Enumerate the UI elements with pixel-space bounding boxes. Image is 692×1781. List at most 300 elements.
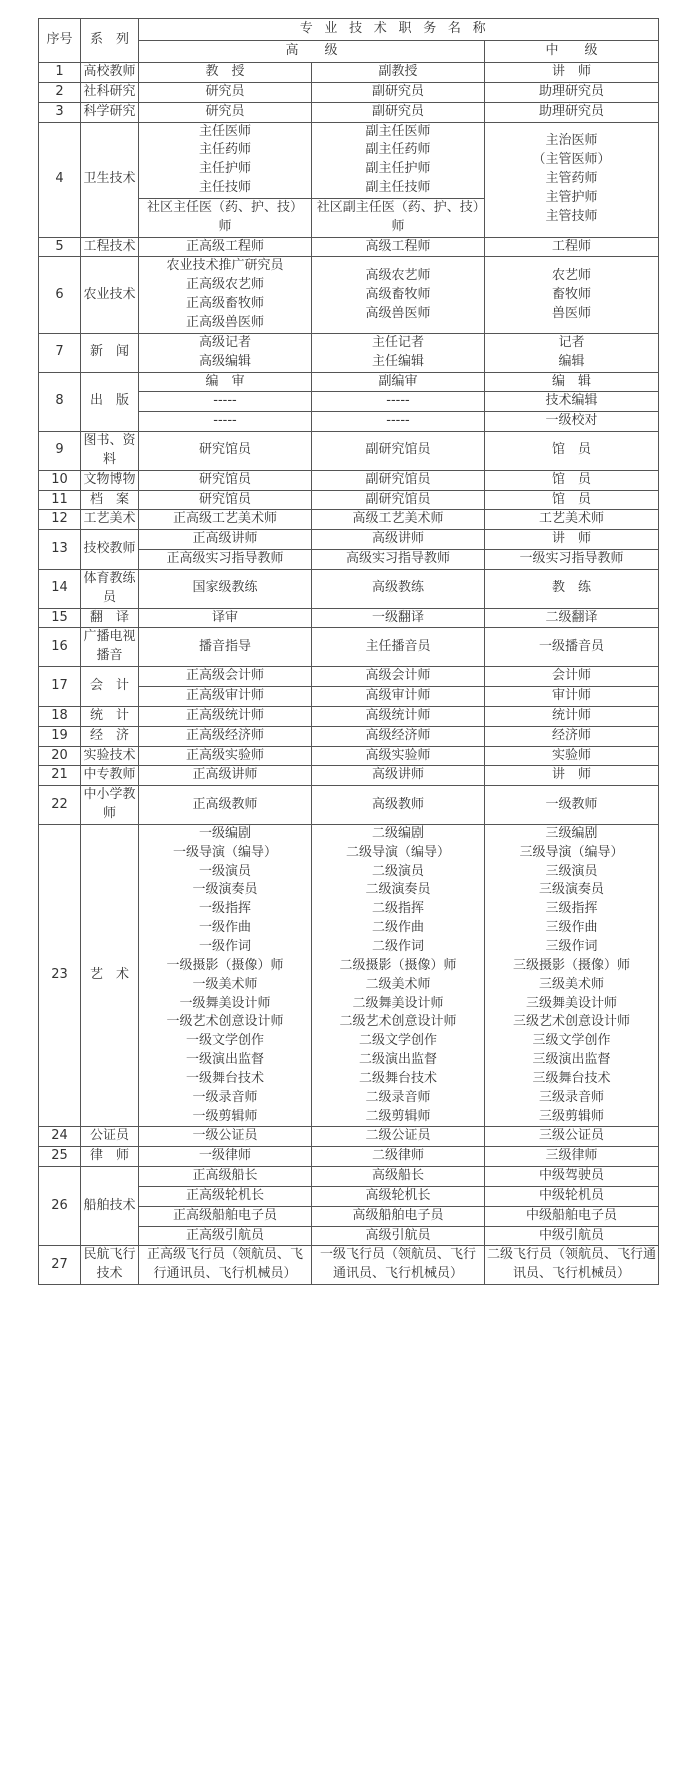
row-number: 4 bbox=[39, 122, 81, 237]
vice-senior-title-cell bbox=[312, 470, 485, 490]
senior-title-cell bbox=[139, 257, 312, 333]
vice-senior-title-cell-text: 二级舞台技术 bbox=[358, 1070, 437, 1086]
series-name: 技校教师 bbox=[81, 530, 139, 570]
series-name: 出 版 bbox=[81, 372, 139, 432]
vice-senior-title-cell bbox=[312, 786, 485, 825]
vice-senior-title-cell-text: 副研究馆员 bbox=[365, 471, 431, 487]
senior-title-cell bbox=[139, 1186, 312, 1206]
row-number: 16 bbox=[39, 628, 81, 667]
mid-title-cell-text: 二级翻译 bbox=[545, 609, 598, 625]
mid-title-cell-text: 一级播音员 bbox=[539, 638, 605, 654]
vice-senior-title-cell-text: 高级引航员 bbox=[365, 1227, 431, 1243]
senior-title-cell-text: 一级演员 bbox=[198, 863, 251, 879]
vice-senior-title-cell bbox=[312, 608, 485, 628]
mid-title-cell-text: 三级演员 bbox=[545, 863, 598, 879]
mid-title-cell bbox=[485, 490, 659, 510]
senior-title-cell-text: 高级编辑 bbox=[198, 353, 251, 369]
vice-senior-title-cell bbox=[312, 412, 485, 432]
senior-title-cell bbox=[139, 372, 312, 392]
mid-title-cell bbox=[485, 372, 659, 392]
series-name: 公证员 bbox=[81, 1127, 139, 1147]
mid-title-cell-text: 三级编剧 bbox=[545, 825, 598, 841]
vice-senior-title-cell-text: 副主任药师 bbox=[365, 142, 431, 158]
senior-title-cell bbox=[139, 237, 312, 257]
table-row bbox=[39, 63, 659, 83]
vice-senior-title-cell-text: 高级审计师 bbox=[365, 688, 431, 703]
vice-senior-title-cell-text: 二级导演（编导） bbox=[345, 844, 450, 860]
vice-senior-title-cell-text: 二级摄影（摄像）师 bbox=[339, 957, 457, 973]
table-row bbox=[39, 122, 659, 198]
mid-title-cell-text: 教 练 bbox=[552, 580, 592, 596]
table-body bbox=[39, 19, 659, 1285]
table-row bbox=[39, 530, 659, 550]
vice-senior-title-cell-text: 高级统计师 bbox=[365, 707, 431, 723]
senior-title-cell-text: ----- bbox=[213, 413, 237, 429]
senior-title-cell-text: 一级演出监督 bbox=[185, 1052, 264, 1068]
mid-title-cell-text: 畜牧师 bbox=[552, 286, 592, 302]
mid-title-cell-text: 讲 师 bbox=[552, 64, 592, 79]
senior-title-cell bbox=[139, 569, 312, 608]
series-name: 图书、资料 bbox=[81, 432, 139, 471]
senior-title-cell bbox=[139, 1147, 312, 1167]
vice-senior-title-cell bbox=[312, 824, 485, 1127]
mid-title-cell bbox=[485, 667, 659, 687]
series-name: 统 计 bbox=[81, 706, 139, 726]
mid-title-cell bbox=[485, 102, 659, 122]
vice-senior-title-cell bbox=[312, 122, 485, 198]
table-row bbox=[39, 432, 659, 471]
senior-title-cell-text: 研究馆员 bbox=[198, 442, 251, 458]
mid-title-cell bbox=[485, 706, 659, 726]
mid-title-cell-text: 工艺美术师 bbox=[539, 511, 605, 527]
senior-title-cell-text: 一级剪辑师 bbox=[192, 1108, 258, 1124]
senior-title-cell bbox=[139, 667, 312, 687]
row-number: 11 bbox=[39, 490, 81, 510]
mid-title-cell-text: 中级船舶电子员 bbox=[526, 1207, 618, 1223]
senior-title-cell bbox=[139, 824, 312, 1127]
vice-senior-title-cell-text: 高级实习指导教师 bbox=[345, 551, 450, 567]
vice-senior-title-cell-text: 二级艺术创意设计师 bbox=[339, 1014, 457, 1030]
senior-title-cell bbox=[139, 550, 312, 570]
vice-senior-title-cell bbox=[312, 237, 485, 257]
table-row bbox=[39, 824, 659, 1127]
mid-title-cell bbox=[485, 786, 659, 825]
vice-senior-title-cell bbox=[312, 333, 485, 372]
mid-title-cell bbox=[485, 726, 659, 746]
vice-senior-title-cell-text: 副主任护师 bbox=[365, 161, 431, 177]
table-row bbox=[39, 1147, 659, 1167]
mid-title-cell-text: 三级摄影（摄像）师 bbox=[513, 957, 631, 973]
vice-senior-title-cell-text: 二级编剧 bbox=[371, 825, 424, 841]
mid-title-cell-text: 记者 bbox=[558, 334, 585, 350]
vice-senior-title-cell-text: 高级讲师 bbox=[371, 767, 424, 783]
mid-title-cell bbox=[485, 333, 659, 372]
mid-title-cell-text: 工程师 bbox=[552, 238, 592, 254]
senior-title-cell bbox=[139, 470, 312, 490]
vice-senior-title-cell-text: 二级作词 bbox=[371, 938, 424, 954]
senior-title-cell-text: 正高级讲师 bbox=[192, 531, 258, 547]
vice-senior-title-cell-text: 高级实验师 bbox=[365, 747, 431, 763]
senior-title-cell bbox=[139, 746, 312, 766]
table-row bbox=[39, 102, 659, 122]
senior-title-cell bbox=[139, 392, 312, 412]
mid-title-cell bbox=[485, 392, 659, 412]
senior-title-cell bbox=[139, 786, 312, 825]
senior-title-cell bbox=[139, 608, 312, 628]
row-number: 15 bbox=[39, 608, 81, 628]
mid-title-cell-text: 三级指挥 bbox=[545, 901, 598, 917]
senior-title-cell bbox=[139, 706, 312, 726]
vice-senior-title-cell-text: 副教授 bbox=[378, 64, 418, 79]
vice-senior-title-cell-text: ----- bbox=[386, 413, 410, 429]
senior-title-cell-text: 一级文学创作 bbox=[185, 1033, 264, 1049]
table-row bbox=[39, 490, 659, 510]
vice-senior-title-cell-text: 二级录音师 bbox=[365, 1089, 431, 1105]
senior-title-cell bbox=[139, 198, 312, 237]
table-row bbox=[39, 510, 659, 530]
vice-senior-title-cell-text: 一级翻译 bbox=[371, 609, 424, 625]
table-row bbox=[39, 706, 659, 726]
row-number: 9 bbox=[39, 432, 81, 471]
mid-title-cell bbox=[485, 1186, 659, 1206]
senior-title-cell bbox=[139, 63, 312, 83]
vice-senior-title-cell-text: 主任编辑 bbox=[371, 353, 424, 369]
senior-title-cell-text: 一级演奏员 bbox=[192, 882, 258, 898]
senior-title-cell-text: 一级指挥 bbox=[198, 901, 251, 917]
senior-title-cell bbox=[139, 490, 312, 510]
mid-title-cell-text: 农艺师 bbox=[552, 267, 592, 283]
table-row bbox=[39, 628, 659, 667]
row-number: 25 bbox=[39, 1147, 81, 1167]
mid-title-cell-text: 三级舞美设计师 bbox=[526, 995, 618, 1011]
senior-title-cell-text: 主任医师 bbox=[198, 123, 251, 139]
series-name: 中专教师 bbox=[81, 766, 139, 786]
vice-senior-title-cell-text: 高级轮机长 bbox=[365, 1187, 431, 1203]
senior-title-cell-text: 正高级工程师 bbox=[185, 238, 264, 254]
senior-title-cell-text: 主任药师 bbox=[198, 142, 251, 158]
mid-title-cell bbox=[485, 824, 659, 1127]
mid-title-cell-text: 二级飞行员（领航员、飞行通讯员、飞行机械员） bbox=[487, 1247, 657, 1282]
senior-title-cell bbox=[139, 412, 312, 432]
row-number: 18 bbox=[39, 706, 81, 726]
mid-title-cell-text: 三级导演（编导） bbox=[519, 844, 624, 860]
mid-title-cell-text: 主治医师 bbox=[545, 133, 598, 149]
series-name: 科学研究 bbox=[81, 102, 139, 122]
series-name: 高校教师 bbox=[81, 63, 139, 83]
series-name: 农业技术 bbox=[81, 257, 139, 333]
row-number: 24 bbox=[39, 1127, 81, 1147]
row-number: 7 bbox=[39, 333, 81, 372]
mid-title-cell-text: 会计师 bbox=[552, 668, 592, 684]
mid-title-cell bbox=[485, 1167, 659, 1187]
mid-title-cell-text: 中级引航员 bbox=[539, 1227, 605, 1243]
senior-title-cell-text: 国家级教练 bbox=[192, 580, 258, 596]
vice-senior-title-cell-text: 二级美术师 bbox=[365, 976, 431, 992]
vice-senior-title-cell-text: 二级文学创作 bbox=[358, 1033, 437, 1049]
series-name: 广播电视播音 bbox=[81, 628, 139, 667]
senior-title-cell-text: 高级记者 bbox=[198, 334, 251, 350]
mid-title-cell bbox=[485, 550, 659, 570]
vice-senior-title-cell-text: 高级工艺美术师 bbox=[352, 511, 444, 527]
vice-senior-title-cell bbox=[312, 766, 485, 786]
mid-title-cell-text: 三级艺术创意设计师 bbox=[513, 1014, 631, 1030]
table-row bbox=[39, 1167, 659, 1187]
vice-senior-title-cell-text: 副主任医师 bbox=[365, 123, 431, 139]
mid-title-cell-text: 三级美术师 bbox=[539, 976, 605, 992]
senior-title-cell bbox=[139, 510, 312, 530]
mid-title-cell bbox=[485, 432, 659, 471]
senior-title-cell-text: ----- bbox=[213, 393, 237, 409]
senior-title-cell bbox=[139, 1246, 312, 1285]
senior-title-cell-text: 正高级审计师 bbox=[185, 688, 264, 703]
vice-senior-title-cell bbox=[312, 510, 485, 530]
table-row bbox=[39, 82, 659, 102]
mid-title-cell-text: （主管医师） bbox=[532, 152, 611, 168]
series-name: 社科研究 bbox=[81, 82, 139, 102]
table-row bbox=[39, 726, 659, 746]
table-row bbox=[39, 257, 659, 333]
mid-title-cell-text: 中级驾驶员 bbox=[539, 1168, 605, 1184]
mid-title-cell bbox=[485, 122, 659, 237]
senior-title-cell-text: 正高级引航员 bbox=[185, 1227, 264, 1243]
vice-senior-title-cell-text: 副主任技师 bbox=[365, 180, 431, 196]
mid-title-cell bbox=[485, 63, 659, 83]
vice-senior-title-cell bbox=[312, 1186, 485, 1206]
vice-senior-title-cell bbox=[312, 550, 485, 570]
vice-senior-title-cell-text: 二级剪辑师 bbox=[365, 1108, 431, 1124]
row-number: 13 bbox=[39, 530, 81, 570]
vice-senior-title-cell bbox=[312, 392, 485, 412]
mid-title-cell-text: 三级演出监督 bbox=[532, 1052, 611, 1068]
senior-title-cell-text: 播音指导 bbox=[198, 638, 251, 654]
senior-title-cell-text: 正高级畜牧师 bbox=[185, 296, 264, 312]
table-row bbox=[39, 372, 659, 392]
vice-senior-title-cell bbox=[312, 746, 485, 766]
senior-title-cell-text: 研究员 bbox=[205, 103, 245, 119]
row-number: 12 bbox=[39, 510, 81, 530]
row-number: 20 bbox=[39, 746, 81, 766]
mid-title-cell bbox=[485, 628, 659, 667]
header-mid: 中 级 bbox=[485, 41, 659, 63]
vice-senior-title-cell-text: 主任播音员 bbox=[365, 638, 431, 654]
senior-title-cell bbox=[139, 1167, 312, 1187]
vice-senior-title-cell-text: 二级作曲 bbox=[371, 920, 424, 936]
senior-title-cell-text: 研究员 bbox=[205, 83, 245, 99]
vice-senior-title-cell-text: 二级律师 bbox=[371, 1148, 424, 1164]
vice-senior-title-cell-text: 二级演员 bbox=[371, 863, 424, 879]
vice-senior-title-cell-text: 一级飞行员（领航员、飞行通讯员、飞行机械员） bbox=[319, 1247, 476, 1282]
vice-senior-title-cell-text: 二级指挥 bbox=[371, 901, 424, 917]
mid-title-cell bbox=[485, 1206, 659, 1226]
vice-senior-title-cell-text: 高级船长 bbox=[371, 1168, 424, 1184]
mid-title-cell bbox=[485, 412, 659, 432]
vice-senior-title-cell bbox=[312, 1147, 485, 1167]
mid-title-cell bbox=[485, 1127, 659, 1147]
vice-senior-title-cell bbox=[312, 569, 485, 608]
senior-title-cell-text: 正高级工艺美术师 bbox=[172, 511, 277, 527]
vice-senior-title-cell bbox=[312, 687, 485, 707]
senior-title-cell-text: 正高级教师 bbox=[192, 796, 258, 812]
row-number: 14 bbox=[39, 569, 81, 608]
mid-title-cell-text: 三级剪辑师 bbox=[539, 1108, 605, 1124]
vice-senior-title-cell bbox=[312, 432, 485, 471]
mid-title-cell-text: 讲 师 bbox=[552, 767, 592, 783]
senior-title-cell-text: 一级编剧 bbox=[198, 825, 251, 841]
mid-title-cell bbox=[485, 569, 659, 608]
senior-title-cell-text: 教 授 bbox=[205, 64, 245, 79]
series-name: 档 案 bbox=[81, 490, 139, 510]
senior-title-cell-text: 一级作曲 bbox=[198, 920, 251, 936]
series-name: 律 师 bbox=[81, 1147, 139, 1167]
senior-title-cell-text: 一级作词 bbox=[198, 938, 251, 954]
mid-title-cell bbox=[485, 608, 659, 628]
senior-title-cell-text: 译审 bbox=[211, 609, 238, 625]
mid-title-cell-text: 主管药师 bbox=[545, 171, 598, 187]
row-number: 10 bbox=[39, 470, 81, 490]
mid-title-cell-text: 助理研究员 bbox=[539, 103, 605, 119]
senior-title-cell-text: 正高级经济师 bbox=[185, 727, 264, 743]
senior-title-cell-text: 正高级实验师 bbox=[185, 747, 264, 763]
row-number: 3 bbox=[39, 102, 81, 122]
table-row bbox=[39, 1246, 659, 1285]
mid-title-cell-text: 兽医师 bbox=[552, 305, 592, 321]
mid-title-cell bbox=[485, 1226, 659, 1246]
vice-senior-title-cell bbox=[312, 257, 485, 333]
senior-title-cell bbox=[139, 102, 312, 122]
mid-title-cell-text: 一级实习指导教师 bbox=[519, 551, 624, 567]
series-name: 工程技术 bbox=[81, 237, 139, 257]
mid-title-cell-text: 审计师 bbox=[552, 688, 592, 703]
series-name: 艺 术 bbox=[81, 824, 139, 1127]
row-number: 17 bbox=[39, 667, 81, 707]
series-name: 船舶技术 bbox=[81, 1167, 139, 1246]
mid-title-cell-text: 三级公证员 bbox=[539, 1128, 605, 1144]
senior-title-cell-text: 一级舞美设计师 bbox=[179, 995, 271, 1011]
vice-senior-title-cell-text: 二级公证员 bbox=[365, 1128, 431, 1144]
vice-senior-title-cell bbox=[312, 726, 485, 746]
senior-title-cell-text: 一级舞台技术 bbox=[185, 1070, 264, 1086]
senior-title-cell bbox=[139, 333, 312, 372]
mid-title-cell bbox=[485, 687, 659, 707]
senior-title-cell-text: 正高级会计师 bbox=[185, 668, 264, 684]
row-number: 19 bbox=[39, 726, 81, 746]
row-number: 23 bbox=[39, 824, 81, 1127]
row-number: 27 bbox=[39, 1246, 81, 1285]
mid-title-cell bbox=[485, 746, 659, 766]
table-row bbox=[39, 766, 659, 786]
vice-senior-title-cell-text: 二级演奏员 bbox=[365, 882, 431, 898]
senior-title-cell bbox=[139, 1206, 312, 1226]
title-table bbox=[38, 18, 659, 1285]
vice-senior-title-cell-text: 副编审 bbox=[378, 373, 418, 389]
senior-title-cell-text: 一级公证员 bbox=[192, 1128, 258, 1144]
senior-title-cell bbox=[139, 82, 312, 102]
mid-title-cell-text: 助理研究员 bbox=[539, 83, 605, 99]
mid-title-cell-text: 一级校对 bbox=[545, 413, 598, 429]
table-row bbox=[39, 237, 659, 257]
senior-title-cell-text: 正高级实习指导教师 bbox=[166, 551, 284, 567]
mid-title-cell bbox=[485, 82, 659, 102]
vice-senior-title-cell bbox=[312, 667, 485, 687]
senior-title-cell bbox=[139, 1127, 312, 1147]
header-series: 系 列 bbox=[81, 19, 139, 63]
mid-title-cell-text: 中级轮机员 bbox=[539, 1187, 605, 1203]
series-name: 会 计 bbox=[81, 667, 139, 707]
mid-title-cell-text: 主管护师 bbox=[545, 189, 598, 205]
mid-title-cell bbox=[485, 237, 659, 257]
series-name: 文物博物 bbox=[81, 470, 139, 490]
senior-title-cell-text: 一级艺术创意设计师 bbox=[166, 1014, 284, 1030]
senior-title-cell-text: 正高级讲师 bbox=[192, 767, 258, 783]
vice-senior-title-cell-text: 主任记者 bbox=[371, 334, 424, 350]
vice-senior-title-cell-text: 高级畜牧师 bbox=[365, 286, 431, 302]
senior-title-cell-text: 正高级兽医师 bbox=[185, 314, 264, 330]
vice-senior-title-cell-text: 高级船舶电子员 bbox=[352, 1207, 444, 1223]
series-name: 中小学教师 bbox=[81, 786, 139, 825]
table-row bbox=[39, 1127, 659, 1147]
vice-senior-title-cell-text: 高级经济师 bbox=[365, 727, 431, 743]
senior-title-cell-text: 一级律师 bbox=[198, 1148, 251, 1164]
vice-senior-title-cell-text: 社区副主任医（药、护、技）师 bbox=[316, 199, 480, 234]
mid-title-cell-text: 技术编辑 bbox=[545, 393, 598, 409]
senior-title-cell-text: 正高级轮机长 bbox=[185, 1187, 264, 1203]
vice-senior-title-cell bbox=[312, 372, 485, 392]
mid-title-cell-text: 三级作曲 bbox=[545, 920, 598, 936]
mid-title-cell bbox=[485, 1246, 659, 1285]
senior-title-cell bbox=[139, 766, 312, 786]
mid-title-cell-text: 馆 员 bbox=[552, 442, 592, 458]
row-number: 6 bbox=[39, 257, 81, 333]
mid-title-cell-text: 经济师 bbox=[552, 727, 592, 743]
mid-title-cell bbox=[485, 470, 659, 490]
mid-title-cell-text: 主管技师 bbox=[545, 208, 598, 224]
vice-senior-title-cell bbox=[312, 1167, 485, 1187]
row-number: 8 bbox=[39, 372, 81, 432]
row-number: 26 bbox=[39, 1167, 81, 1246]
header-senior: 高 级 bbox=[139, 41, 485, 63]
vice-senior-title-cell bbox=[312, 490, 485, 510]
senior-title-cell bbox=[139, 726, 312, 746]
row-number: 21 bbox=[39, 766, 81, 786]
table-row bbox=[39, 569, 659, 608]
senior-title-cell-text: 一级录音师 bbox=[192, 1089, 258, 1105]
senior-title-cell-text: 正高级农艺师 bbox=[185, 277, 264, 293]
vice-senior-title-cell-text: 二级舞美设计师 bbox=[352, 995, 444, 1011]
senior-title-cell-text: 正高级船长 bbox=[192, 1168, 258, 1184]
row-number: 22 bbox=[39, 786, 81, 825]
vice-senior-title-cell bbox=[312, 628, 485, 667]
vice-senior-title-cell-text: 高级兽医师 bbox=[365, 305, 431, 321]
senior-title-cell-text: 编 审 bbox=[205, 373, 245, 389]
table-row bbox=[39, 786, 659, 825]
row-number: 1 bbox=[39, 63, 81, 83]
vice-senior-title-cell bbox=[312, 198, 485, 237]
vice-senior-title-cell-text: ----- bbox=[386, 393, 410, 409]
senior-title-cell bbox=[139, 1226, 312, 1246]
series-name: 实验技术 bbox=[81, 746, 139, 766]
series-name: 民航飞行技术 bbox=[81, 1246, 139, 1285]
senior-title-cell-text: 正高级飞行员（领航员、飞行通讯员、飞行机械员） bbox=[146, 1247, 303, 1282]
vice-senior-title-cell-text: 副研究员 bbox=[371, 103, 424, 119]
header-seq: 序号 bbox=[39, 19, 81, 63]
mid-title-cell-text: 实验师 bbox=[552, 747, 592, 763]
senior-title-cell-text: 研究馆员 bbox=[198, 491, 251, 507]
vice-senior-title-cell-text: 副研究馆员 bbox=[365, 442, 431, 458]
vice-senior-title-cell-text: 高级工程师 bbox=[365, 238, 431, 254]
senior-title-cell bbox=[139, 530, 312, 550]
table-row bbox=[39, 333, 659, 372]
table-row bbox=[39, 667, 659, 687]
